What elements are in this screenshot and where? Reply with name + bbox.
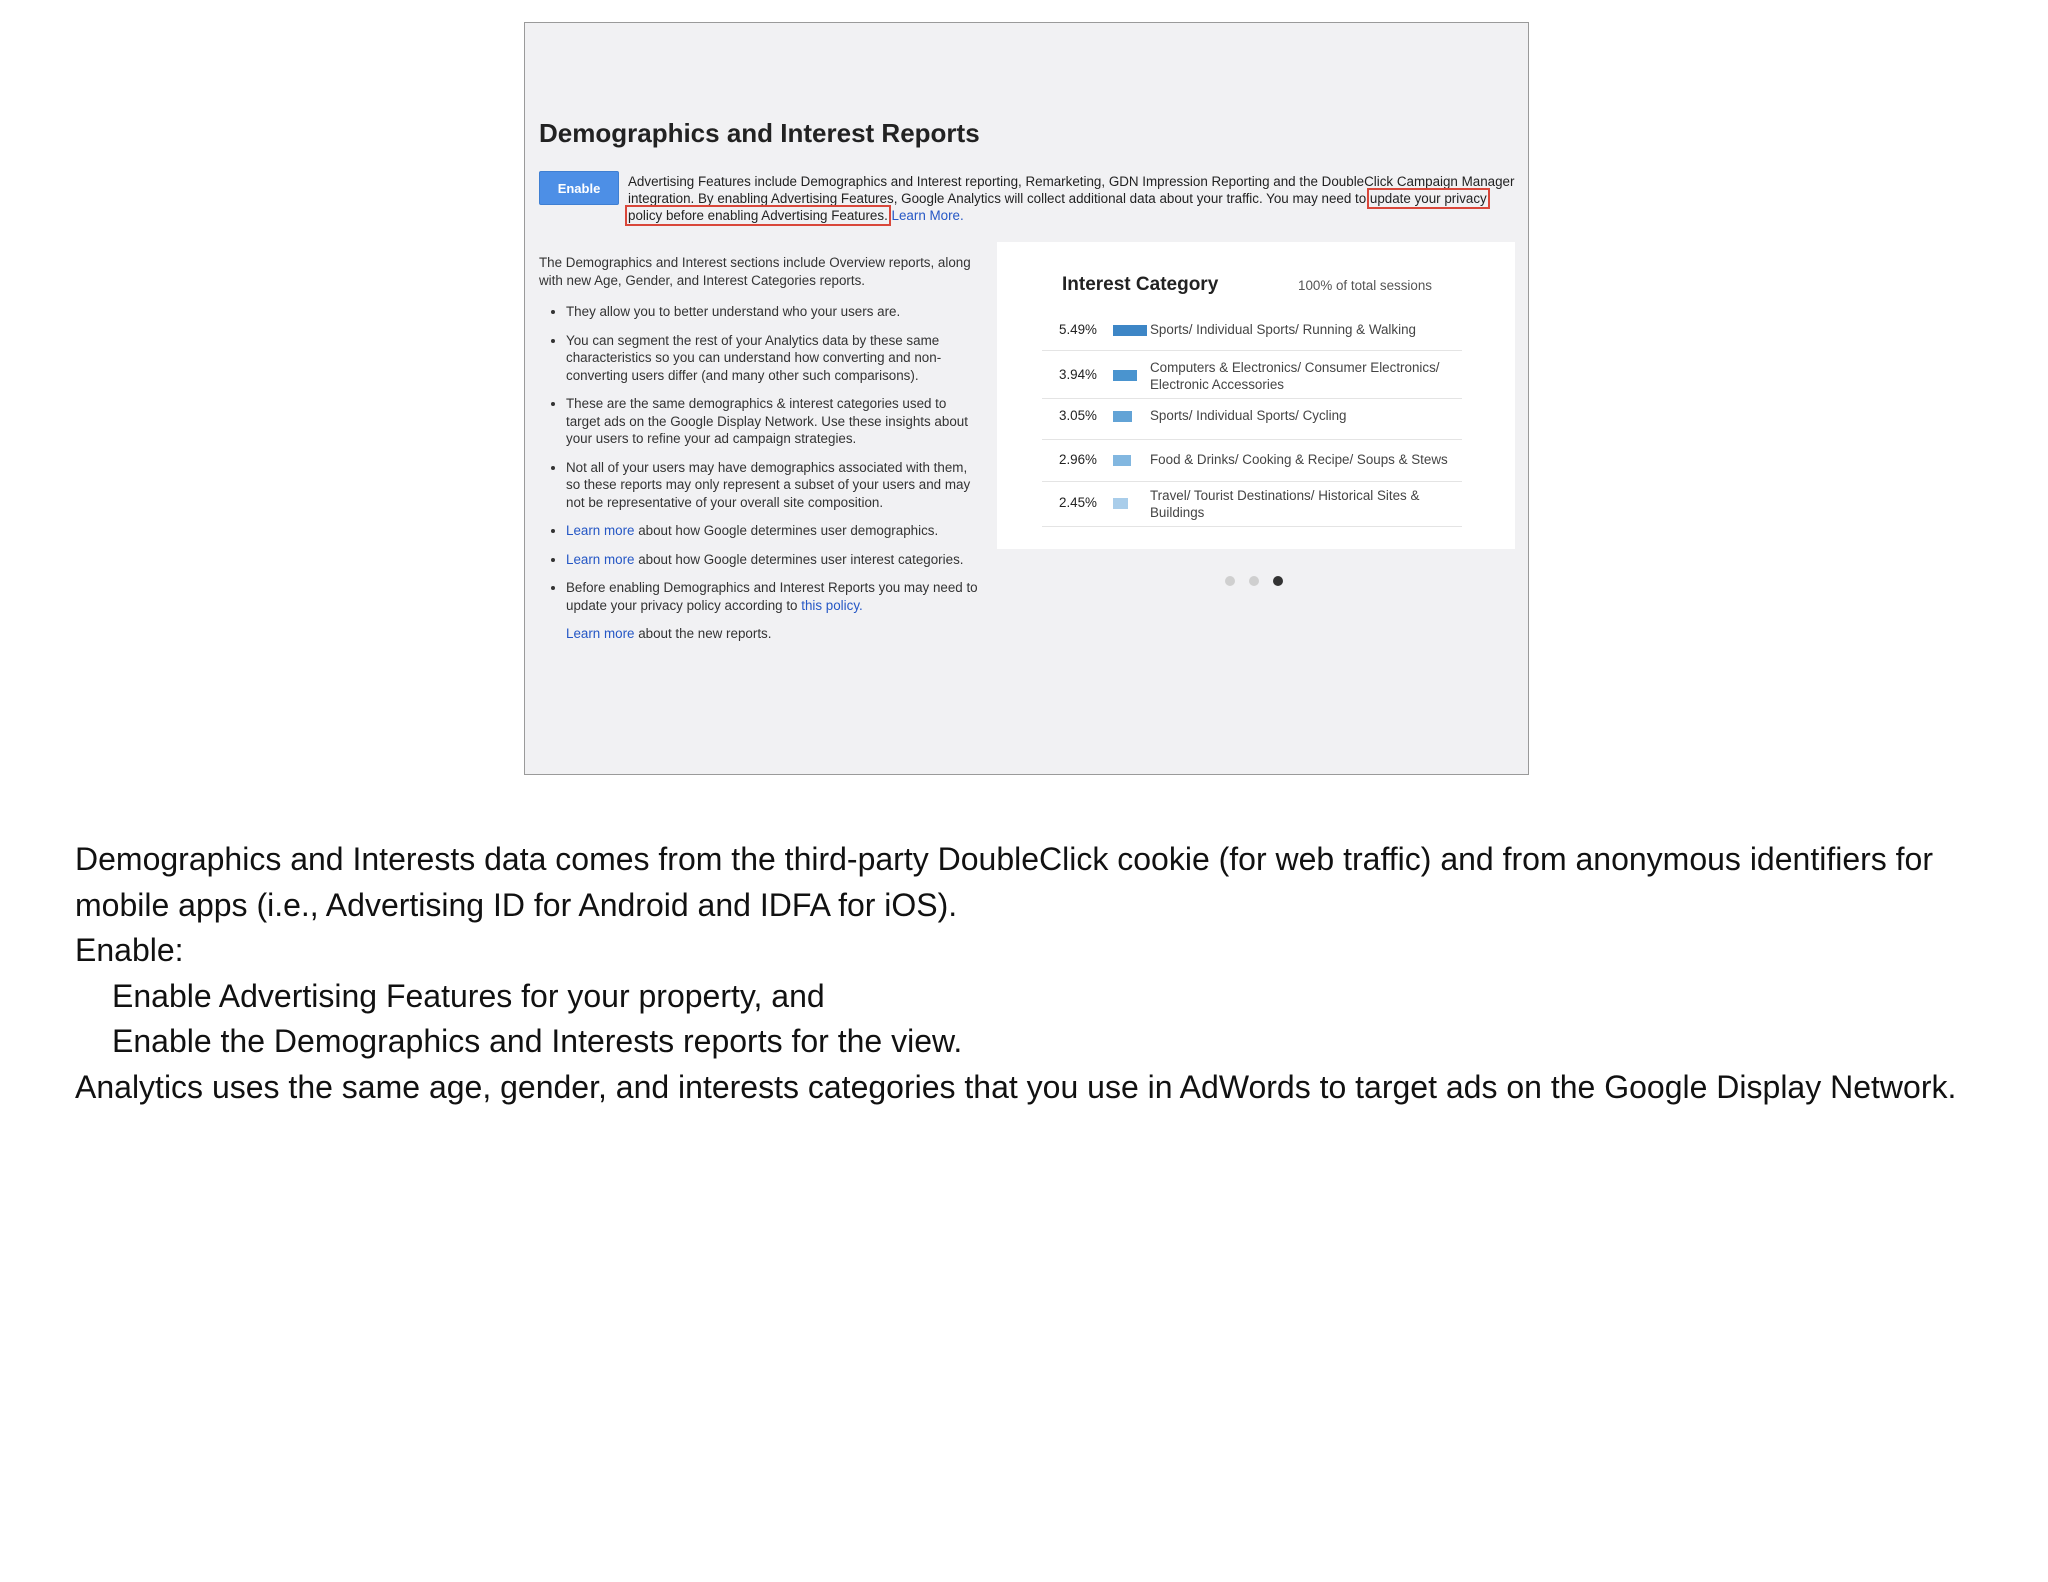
feature-list bbox=[539, 303, 979, 614]
new-reports-line: Learn more about the new reports. bbox=[566, 626, 772, 641]
list-item: • These are the same demographics & interest categories used to target ads on the Google Display Network. Use these insights about your users to refine your ad campaign strategies. bbox=[566, 395, 979, 448]
interest-category-card bbox=[997, 242, 1515, 549]
list-item: • Learn more about how Google determines user interest categories. bbox=[566, 551, 979, 569]
interest-bar bbox=[1113, 411, 1132, 422]
interest-label: Computers & Electronics/ Consumer Electronics/ Electronic Accessories bbox=[1150, 360, 1440, 392]
interest-percent: 5.49% bbox=[1059, 322, 1097, 337]
list-item: • Not all of your users may have demographics associated with them, so these reports may only represent a subset of your users and may not be representative of your overall site composition. bbox=[566, 459, 979, 512]
carousel-dot[interactable] bbox=[1273, 576, 1283, 586]
page-title: Demographics and Interest Reports bbox=[539, 118, 980, 148]
intro-text: The Demographics and Interest sections include Overview reports, along with new Age, Gender, and Interest Categories reports. bbox=[539, 255, 971, 288]
interest-percent: 3.94% bbox=[1059, 367, 1097, 382]
sessions-subtitle: 100% of total sessions bbox=[1298, 278, 1432, 293]
learn-more-demographics-link[interactable]: Learn more bbox=[566, 523, 635, 538]
learn-more-interest-link[interactable]: Learn more bbox=[566, 551, 635, 567]
slide-notes bbox=[75, 837, 2005, 1111]
interest-label: Sports/ Individual Sports/ Running & Walking bbox=[1150, 322, 1416, 337]
privacy-highlight: update your privacy policy before enabling Advertising Features. bbox=[628, 191, 1487, 223]
notes-step: Enable Advertising Features for your property, and bbox=[112, 977, 825, 1014]
this-policy-link[interactable]: this policy. bbox=[801, 597, 863, 613]
interest-percent: 2.96% bbox=[1059, 452, 1097, 467]
notes-paragraph: Analytics uses the same age, gender, and interests categories that you use in AdWords to target ads on the Google Display Network. bbox=[75, 1068, 1957, 1105]
advertising-notice bbox=[628, 173, 1523, 224]
interest-label: Travel/ Tourist Destinations/ Historical Sites & Buildings bbox=[1150, 488, 1420, 520]
interest-percent: 3.05% bbox=[1059, 408, 1097, 423]
list-item: • They allow you to better understand who your users are. bbox=[566, 303, 979, 321]
notes-enable-heading: Enable: bbox=[75, 932, 184, 969]
interest-row bbox=[1042, 312, 1462, 351]
report-description bbox=[539, 254, 979, 643]
interest-bar bbox=[1113, 370, 1137, 381]
interest-row bbox=[1042, 482, 1462, 527]
interest-bar bbox=[1113, 325, 1147, 336]
learn-more-link[interactable]: Learn More. bbox=[891, 208, 964, 223]
list-item: • You can segment the rest of your Analytics data by these same characteristics so you can understand how converting and non-converting users differ (and many other such comparisons). bbox=[566, 332, 979, 385]
carousel-dot[interactable] bbox=[1225, 576, 1235, 586]
interest-card-header bbox=[1062, 274, 1462, 296]
notice-text: Advertising Features include Demographics and Interest reporting, Remarketing, GDN Impression Reporting and the DoubleClick Campaign Manager integration. By enabling Advertising Features, Google Analytics will collect additional data about your traffic. You may need to bbox=[628, 174, 1515, 206]
interest-label: Food & Drinks/ Cooking & Recipe/ Soups & Stews bbox=[1150, 452, 1448, 467]
interest-bar bbox=[1113, 498, 1128, 509]
interest-label: Sports/ Individual Sports/ Cycling bbox=[1150, 408, 1347, 423]
notes-step: Enable the Demographics and Interests reports for the view. bbox=[112, 1023, 963, 1060]
learn-more-reports-link[interactable]: Learn more bbox=[566, 626, 635, 641]
list-item: • Before enabling Demographics and Interest Reports you may need to update your privacy policy according to this policy. bbox=[566, 579, 979, 614]
interest-bar bbox=[1113, 455, 1131, 466]
interest-row bbox=[1042, 441, 1462, 482]
notes-paragraph: Demographics and Interests data comes from the third-party DoubleClick cookie (for web traffic) and from anonymous identifiers for mobile apps (i.e., Advertising ID for Android and IDFA for iOS). bbox=[75, 841, 1933, 923]
interest-row bbox=[1042, 395, 1462, 440]
enable-button[interactable]: Enable bbox=[539, 171, 619, 205]
screenshot-panel bbox=[524, 22, 1529, 775]
interest-row bbox=[1042, 354, 1462, 399]
carousel-dot[interactable] bbox=[1249, 576, 1259, 586]
list-item: • Learn more about how Google determines user demographics. bbox=[566, 522, 979, 540]
interest-category-title: Interest Category bbox=[1062, 274, 1219, 295]
interest-percent: 2.45% bbox=[1059, 495, 1097, 510]
